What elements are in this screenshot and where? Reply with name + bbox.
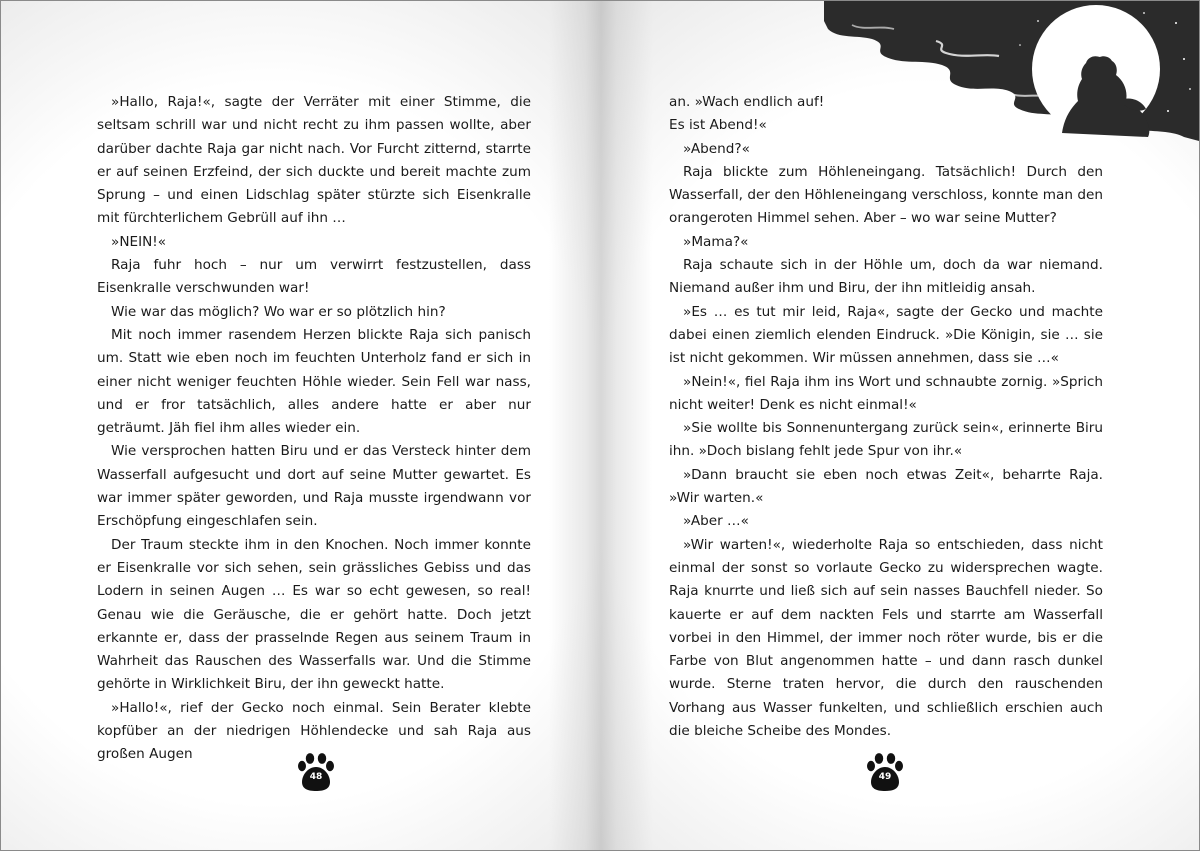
paragraph: Wie versprochen hatten Biru und er das Versteck hinter dem Wasserfall aufgesucht und dort auf seine Mutter gewartet. Es war immer später geworden, und Raja musste irgendwann vor Erschöpfung eingeschlafen sein. <box>97 443 531 530</box>
paragraph: »Abend?« <box>683 140 750 157</box>
paragraph: »Es … es tut mir leid, Raja«, sagte der Gecko und machte dabei einen ziemlich elenden Eindruck. »Die Königin, sie … sie ist nicht gekommen. Wir müssen annehmen, dass sie …« <box>669 303 1103 367</box>
paragraph: Raja blickte zum Höhleneingang. Tatsächlich! Durch den Wasserfall, der den Höhleneingang verschloss, konnte man den orangeroten Himmel sehen. Aber – wo war seine Mutter? <box>669 163 1103 227</box>
paragraph: Wie war das möglich? Wo war er so plötzlich hin? <box>111 303 446 320</box>
paragraph: »Hallo, Raja!«, sagte der Verräter mit einer Stimme, die seltsam schrill war und nicht recht zu ihm passen wollte, aber darüber dachte Raja gar nicht nach. Vor Furcht zitternd, starrte er auf seinen Erzfeind, der sich duckte und bereit machte zum Sprung – und einen Lidschlag später stürzte sich Eisenkralle mit fürchterlichem Gebrüll auf ihn … <box>97 94 531 227</box>
paragraph: »Mama?« <box>683 233 749 250</box>
paragraph: Der Traum steckte ihm in den Knochen. Noch immer konnte er Eisenkralle vor sich sehen, sein grässliches Gebiss und das Lodern in seinen Augen … Es war so echt gewesen, so real! Genau wie die Geräusche, die er gehört hatte. Doch jetzt erkannte er, dass der prasselnde Regen aus seinem Traum in Wahrheit das Rauschen des Wasserfalls war. Und die Stimme gehörte in Wirklichkeit Biru, der ihn geweckt hatte. <box>97 536 531 693</box>
page-number-left <box>296 753 336 793</box>
paragraph-continuation: Es ist Abend!« <box>669 117 767 134</box>
paragraph: »Hallo!«, rief der Gecko noch einmal. Sein Berater klebte kopfüber an der niedrigen Höhlendecke und sah Raja aus großen Augen <box>97 699 531 763</box>
right-page-text <box>669 91 1103 743</box>
page-number: 48 <box>309 772 323 782</box>
page-number-right <box>865 753 905 793</box>
paragraph: Mit noch immer rasendem Herzen blickte Raja sich panisch um. Statt wie eben noch im feuchten Unterholz fand er sich in einer nicht weniger feuchten Höhle wieder. Sein Fell war nass, und er fror tatsächlich, alles andere hatte er aber nur geträumt. Jäh fiel ihm alles wieder ein. <box>97 326 531 437</box>
page-number: 49 <box>878 772 892 782</box>
paragraph: »Wir warten!«, wiederholte Raja so entschieden, dass nicht einmal der sonst so vorlaute Gecko zu widersprechen wagte. Raja knurrte und ließ sich auf sein nasses Bauchfell nieder. So kauerte er auf dem nackten Fels und starrte am Wasserfall vorbei in den Himmel, der immer noch röter wurde, bis er die Farbe von Blut angenommen hatte – und dann rasch dunkel wurde. Sterne traten hervor, die durch den rauschenden Vorhang aus Wasser funkelten, und schließlich erschien auch die bleiche Scheibe des Mondes. <box>669 536 1103 740</box>
paragraph: »NEIN!« <box>111 233 167 250</box>
paragraph: »Dann braucht sie eben noch etwas Zeit«, beharrte Raja. »Wir warten.« <box>669 466 1103 507</box>
paragraph: »Nein!«, fiel Raja ihm ins Wort und schnaubte zornig. »Sprich nicht weiter! Denk es nicht einmal!« <box>669 373 1103 413</box>
paragraph: Raja fuhr hoch – nur um verwirrt festzustellen, dass Eisenkralle verschwunden war! <box>97 257 531 297</box>
paragraph: »Aber …« <box>683 513 749 530</box>
paragraph-continuation: an. »Wach endlich auf! <box>669 94 825 110</box>
left-page-text <box>97 91 531 767</box>
paragraph: Raja schaute sich in der Höhle um, doch da war niemand. Niemand außer ihm und Biru, der ihn mitleidig ansah. <box>669 257 1103 297</box>
paragraph: »Sie wollte bis Sonnenuntergang zurück sein«, erinnerte Biru ihn. »Doch bislang fehlt jede Spur von ihr.« <box>669 420 1103 460</box>
book-gutter <box>549 1 653 851</box>
